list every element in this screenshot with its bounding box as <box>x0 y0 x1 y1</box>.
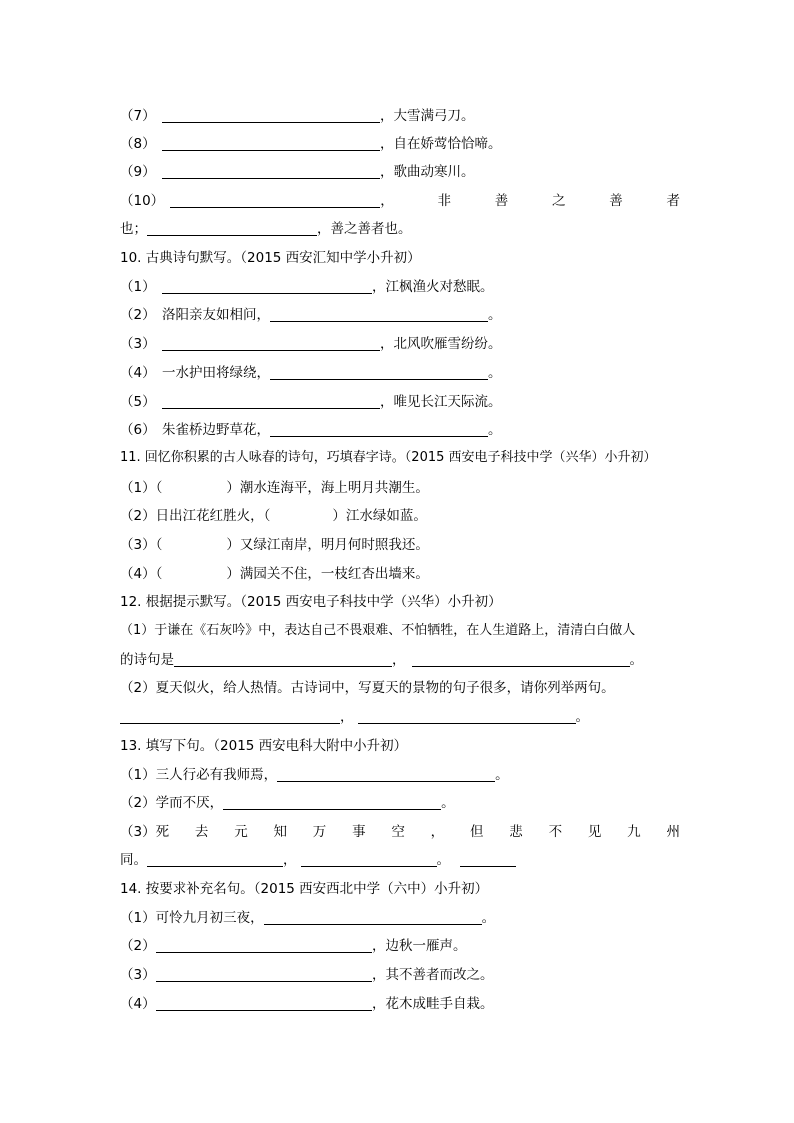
q12-item-2-line1: （2）夏天似火，给人热情。古诗词中，写夏天的景物的句子很多，请你列举两句。 <box>120 680 615 696</box>
q10-item-6 <box>120 420 680 440</box>
item-text: ，自在娇莺恰恰啼。 <box>380 136 502 152</box>
q10-title: 10. 古典诗句默写。（2015 西安汇知中学小升初） <box>120 250 421 266</box>
item-text: （1）三人行必有我师焉， <box>120 767 278 783</box>
spread-char: 不 <box>548 824 563 840</box>
q10-item-3 <box>120 334 680 354</box>
q11-title: 11. 回忆你积累的古人咏春的诗句，巧填春字诗。（2015 西安电子科技中学（兴华）小升初） <box>120 450 657 465</box>
item-text: ，花木成畦手自栽。 <box>372 996 494 1012</box>
item-text: ）潮水连海平，海上明月共潮生。 <box>226 480 429 496</box>
q14-item-4 <box>120 994 680 1014</box>
q13-item-3-line1 <box>120 822 680 842</box>
item-text: 。 <box>488 307 502 323</box>
q10-item-1 <box>120 277 680 297</box>
answer-blank[interactable] <box>162 336 380 351</box>
answer-blank[interactable] <box>170 193 380 208</box>
q11-item-1 <box>120 478 680 498</box>
item-text: ，边秋一雁声。 <box>372 938 467 954</box>
spread-char: 九 <box>627 824 641 840</box>
answer-blank[interactable] <box>174 652 392 667</box>
q11-item-3 <box>120 535 680 555</box>
spread-char: 悲 <box>509 824 523 840</box>
item-text: 的诗句是 <box>120 652 174 668</box>
item-text: ，唯见长江天际流。 <box>380 394 502 410</box>
q10-item-5 <box>120 392 680 412</box>
item-number: （2） <box>120 307 156 323</box>
answer-blank[interactable] <box>162 164 380 179</box>
item-number: （4） <box>120 566 156 582</box>
spread-char: 善 <box>609 193 623 209</box>
answer-blank[interactable] <box>358 709 576 724</box>
item-text: ，江枫渔火对愁眠。 <box>372 279 494 295</box>
item-number: （2） <box>120 938 156 954</box>
q13-item-3-line2 <box>120 850 680 870</box>
item-number: （6） <box>120 422 156 438</box>
item-text: （ <box>155 566 163 582</box>
spread-char: （3）死 <box>120 824 170 840</box>
line-start: 也； <box>120 221 147 237</box>
spread-char: 但 <box>469 824 484 840</box>
item-number: （10） ， <box>120 193 394 209</box>
q10-item-2 <box>120 305 680 325</box>
item-number: （7） <box>120 108 156 124</box>
spread-char: ， <box>430 824 445 840</box>
item-text: （2）学而不厌， <box>120 795 224 811</box>
punct: 。 <box>481 910 496 926</box>
q13-item-1 <box>120 765 680 785</box>
item-number: （3） <box>120 967 156 983</box>
spread-char: 万 <box>312 824 327 840</box>
answer-blank[interactable] <box>412 652 630 667</box>
punct: ， <box>283 852 297 868</box>
answer-blank[interactable] <box>162 108 380 123</box>
answer-blank[interactable] <box>156 938 372 953</box>
q9-item-8 <box>120 134 680 154</box>
q10-item-4 <box>120 363 680 383</box>
q12-item-1-line2 <box>120 650 680 670</box>
spread-char: 空 <box>391 824 405 840</box>
answer-blank[interactable] <box>270 365 488 380</box>
item-text: 朱雀桥边野草花， <box>162 422 270 438</box>
spread-char: 知 <box>273 824 287 840</box>
punct: 。 <box>629 652 643 668</box>
item-text: ，大雪满弓刀。 <box>380 108 475 124</box>
q9-item-7 <box>120 106 680 126</box>
q11-item-2 <box>120 506 680 526</box>
answer-blank[interactable] <box>147 221 317 236</box>
item-number: （5） <box>120 394 156 410</box>
answer-blank[interactable] <box>162 136 380 151</box>
item-text: ，其不善者而改之。 <box>372 967 494 983</box>
answer-blank[interactable] <box>147 852 283 867</box>
q12-title: 12. 根据提示默写。（2015 西安电子科技中学（兴华）小升初） <box>120 594 502 610</box>
spread-char: 见 <box>587 824 602 840</box>
spread-char: 去 <box>194 824 209 840</box>
item-text: 。 <box>488 422 502 438</box>
item-number: （4） <box>120 996 156 1012</box>
answer-blank[interactable] <box>156 967 372 982</box>
item-number: （4） <box>120 365 156 381</box>
item-text: （ <box>155 537 163 553</box>
item-text: ）满园关不住，一枝红杏出墙来。 <box>226 566 429 582</box>
item-text: ，歌曲动寒川。 <box>380 164 475 180</box>
answer-blank[interactable] <box>162 279 372 294</box>
q9-item-9 <box>120 162 680 182</box>
item-text: 日出江花红胜火，（ <box>155 508 271 524</box>
punct: ， <box>340 709 354 725</box>
q9-item-10-line2 <box>120 219 680 239</box>
answer-blank[interactable] <box>120 709 340 724</box>
q14-item-1 <box>120 908 680 928</box>
line-end: ，善之善者也。 <box>317 221 412 237</box>
answer-blank[interactable] <box>270 307 488 322</box>
item-number: （9） <box>120 164 156 180</box>
answer-blank[interactable] <box>270 422 488 437</box>
q13-title: 13. 填写下句。（2015 西安电科大附中小升初） <box>120 738 408 754</box>
spread-char: 州 <box>666 824 680 840</box>
q12-item-1-line1: （1）于谦在《石灰吟》中，表达自己不畏艰难、不怕牺牲，在人生道路上，清清白白做人 <box>120 623 636 638</box>
q12-item-2-line2 <box>120 707 680 727</box>
punct: 。 <box>495 767 509 783</box>
item-number: （8） <box>120 136 156 152</box>
punct: 。 <box>436 852 450 868</box>
answer-blank[interactable] <box>156 996 372 1011</box>
punct: ， <box>392 652 406 668</box>
item-number: （3） <box>120 336 156 352</box>
item-text: 洛阳亲友如相问， <box>162 307 270 323</box>
spread-char: 者 <box>666 193 680 209</box>
q14-item-2 <box>120 936 680 956</box>
item-text: ，北风吹雁雪纷纷。 <box>380 336 502 352</box>
item-text: ）江水绿如蓝。 <box>332 508 427 524</box>
punct: 。 <box>441 795 455 811</box>
spread-char: 之 <box>551 193 566 209</box>
item-text: 同。 <box>120 852 147 868</box>
q14-item-3 <box>120 965 680 985</box>
item-number: （2） <box>120 508 156 524</box>
answer-blank[interactable] <box>264 910 482 925</box>
spread-char: 事 <box>352 824 366 840</box>
item-text: （1）可怜九月初三夜， <box>120 910 264 926</box>
item-number: （1） <box>120 480 156 496</box>
item-text: ）又绿江南岸，明月何时照我还。 <box>226 537 429 553</box>
item-text: （ <box>155 480 163 496</box>
q9-item-10-line1 <box>120 191 680 211</box>
answer-blank[interactable] <box>223 795 441 810</box>
q14-title: 14. 按要求补充名句。（2015 西安西北中学（六中）小升初） <box>120 881 489 897</box>
item-number: （3） <box>120 537 156 553</box>
punct: 。 <box>575 709 589 725</box>
q11-item-4 <box>120 564 680 584</box>
spread-char: 非 <box>437 193 451 209</box>
spread-char: 元 <box>234 824 248 840</box>
answer-blank[interactable] <box>301 852 437 867</box>
q13-item-2 <box>120 793 680 813</box>
item-text: 一水护田将绿绕， <box>162 365 270 381</box>
answer-blank[interactable] <box>162 394 380 409</box>
answer-blank[interactable] <box>277 767 495 782</box>
answer-blank[interactable] <box>460 852 516 867</box>
item-number: （1） <box>120 279 156 295</box>
spread-char: 善 <box>494 193 509 209</box>
item-text: 。 <box>488 365 502 381</box>
